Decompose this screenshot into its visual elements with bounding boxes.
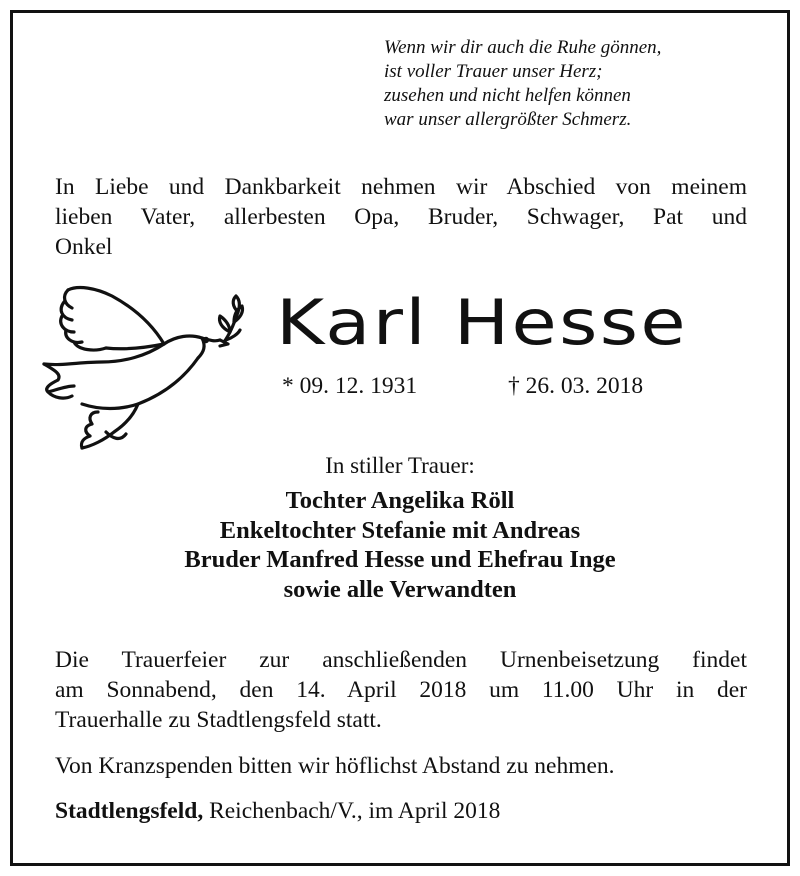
- poem-line: war unser allergrößter Schmerz.: [384, 109, 632, 130]
- funeral-line: Die Trauerfeier zur anschließenden Urnenbeisetzung findet: [55, 647, 747, 673]
- dove-icon: [34, 282, 246, 454]
- signature-line: [55, 796, 747, 826]
- poem-line: zusehen und nicht helfen können: [384, 85, 631, 106]
- intro-line: lieben Vater, allerbesten Opa, Bruder, Schwager, Pat und: [55, 204, 747, 230]
- deceased-name: [274, 288, 704, 360]
- death-date: † 26. 03. 2018: [508, 373, 644, 399]
- birth-date: * 09. 12. 1931: [282, 373, 418, 399]
- signature-rest: Reichenbach/V., im April 2018: [203, 798, 501, 824]
- mourner-line: sowie alle Verwandten: [283, 575, 517, 603]
- poem-line: Wenn wir dir auch die Ruhe gönnen,: [384, 37, 662, 58]
- poem-line: ist voller Trauer unser Herz;: [384, 61, 603, 82]
- intro-line: In Liebe und Dankbarkeit nehmen wir Abschied von meinem: [55, 174, 747, 200]
- wreath-note: Von Kranzspenden bitten wir höflichst Abstand zu nehmen.: [55, 753, 615, 779]
- mourner-line: Enkeltochter Stefanie mit Andreas: [219, 516, 581, 544]
- signature-place: Stadtlengsfeld,: [55, 798, 204, 824]
- mourners-label: In stiller Trauer:: [325, 453, 475, 478]
- mourner-line: Tochter Angelika Röll: [285, 487, 515, 514]
- mourner-line: Bruder Manfred Hesse und Ehefrau Inge: [184, 546, 616, 573]
- mourners-list: [0, 486, 800, 604]
- poem: [384, 36, 744, 132]
- funeral-details: [55, 645, 747, 735]
- deceased-name-text: Karl Hesse: [276, 288, 688, 359]
- funeral-line: am Sonnabend, den 14. April 2018 um 11.00 Uhr in der: [55, 677, 747, 703]
- intro-line: Onkel: [55, 234, 113, 260]
- intro-text: [55, 172, 747, 262]
- funeral-line: Trauerhalle zu Stadtlengsfeld statt.: [55, 707, 382, 733]
